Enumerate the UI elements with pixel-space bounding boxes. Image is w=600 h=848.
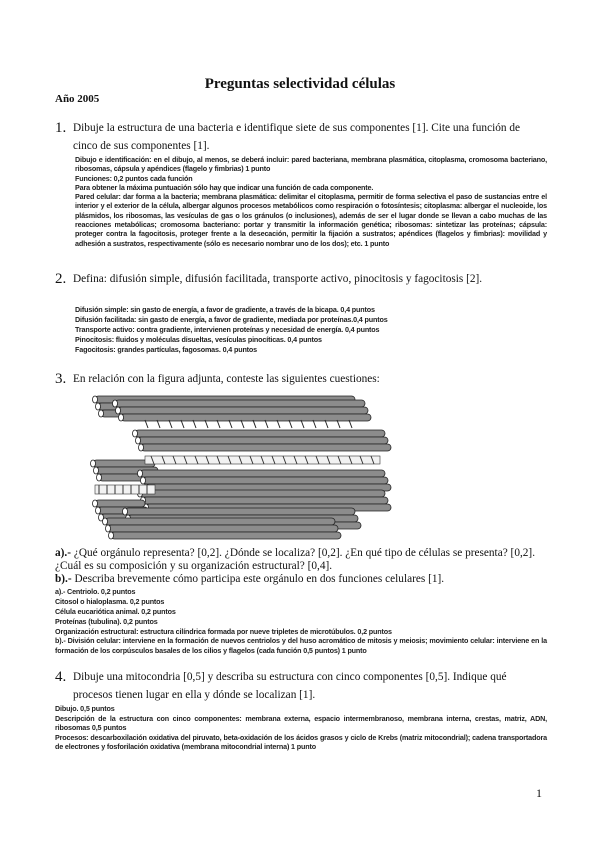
microtubule-end [109, 532, 114, 539]
microtubule [108, 525, 338, 532]
answer-1 [75, 155, 547, 248]
answer-line: Organización estructural: estructura cilíndrica formada por nueve tripletes de microtúbulos. 0,2 puntos [55, 626, 392, 636]
microtubule-end [139, 444, 144, 451]
microtubule [135, 430, 385, 437]
answer-line: Difusión facilitada: sin gasto de energía, a favor de gradiente, mediada por proteínas.0,4 puntos [75, 314, 388, 324]
microtubule-end [93, 500, 98, 507]
answer-line: Pared celular: dar forma a la bacteria; membrana plasmática: delimitar el citoplasma, permitir de forma selectiva el paso de sustancias entre el interior y el exterior de la célula, albergar algunos procesos metabólicos como respiración o fotosíntesis; citoplasma: albergar el nucleoide, los plásmidos, los ribosomas, las vesículas de gas o los gránulos (o inclusiones), además de ser el lugar donde se llevan a cabo muchas de las reacciones metabólicas; cromosoma bacteriano: portar y transmitir la información genética; ribosomas: sintetizar las proteínas; cápsula: proteger contra la fagocitosis, proteger frente a la desecación, permitir la fijación a sustratos; apéndices (flagelos y fimbrias): movilidad y adhesión a sustratos, respectivamente (sólo es necesario nombrar uno de los dos); etc. 1 punto [75, 192, 547, 248]
microtubule-end [94, 467, 99, 474]
microtubule-end [91, 460, 96, 467]
answer-line: a).- Centriolo. 0,2 puntos [55, 587, 136, 596]
question-2 [55, 270, 547, 288]
microtubule-end [106, 525, 111, 532]
question-number: 4. [55, 669, 67, 685]
answer-line: b).- División celular: interviene en la formación de nuevos centriolos y del huso acromático de mitosis y meiosis; movimiento celular: interviene en la formación de los corpúsculos basales de los cilios y flagelos (cada función 0,5 puntos) 1 punto [55, 636, 547, 655]
microtubule [95, 500, 145, 507]
microtubule [140, 490, 385, 497]
page-title: Preguntas selectividad células [204, 76, 396, 92]
subpart-b-label: b).- [55, 573, 72, 585]
answer-4 [55, 704, 547, 752]
microtubule-end [96, 403, 101, 410]
question-number: 2. [55, 271, 67, 287]
subpart-a-text: ¿Qué orgánulo representa? [0,2]. ¿Dónde se localiza? [0,2]. ¿En qué tipo de células se presenta? [0,2]. ¿Cuál es su composición y su organización estructural? [0,4]. [55, 547, 536, 572]
microtubule-end [123, 508, 128, 515]
question-number: 1. [55, 120, 67, 136]
subpart-b-text: Describa brevemente cómo participa este orgánulo en dos funciones celulares [1]. [71, 573, 445, 585]
microtubule [105, 518, 335, 525]
subpart-a-label: a).- [55, 547, 71, 559]
question-number: 3. [55, 371, 67, 387]
answer-line: Citosol o hialoplasma. 0,2 puntos [55, 596, 165, 606]
microtubule [118, 407, 368, 414]
answer-line: Dibujo. 0,5 puntos [55, 704, 115, 713]
microtubule [141, 444, 391, 451]
microtubule-end [136, 437, 141, 444]
question-4 [55, 668, 547, 704]
microtubule [111, 532, 341, 539]
microtubule [143, 497, 388, 504]
microtubule [121, 414, 371, 421]
answer-line: Para obtener la máxima puntuación sólo hay que indicar una función de cada componente. [75, 182, 374, 192]
answer-3 [55, 587, 547, 656]
microtubule [138, 437, 388, 444]
microtubule [115, 400, 365, 407]
answer-line: Difusión simple: sin gasto de energía, a favor de gradiente, a través de la bicapa. 0,4 puntos [75, 305, 375, 314]
answer-line: Fagocitosis: grandes partículas, fagosomas. 0,4 puntos [75, 344, 258, 354]
question-text: Dibuje la estructura de una bacteria e identifique siete de sus componentes [1]. Cite una función de cinco de sus componentes [1]. [73, 122, 521, 152]
answer-line: Dibujo e identificación: en el dibujo, al menos, se deberá incluir: pared bacteriana, membrana plasmática, citoplasma, cromosoma bacteriano, ribosomas, cápsula y apéndices (flagelo y fimbrias) 1 punto [75, 155, 547, 174]
answer-line: Célula eucariótica animal. 0,2 puntos [55, 606, 176, 616]
linker-band [95, 485, 155, 494]
question-text: En relación con la figura adjunta, conteste las siguientes cuestiones: [73, 373, 380, 385]
microtubule [140, 470, 385, 477]
answer-line: Proteínas (tubulina). 0,2 puntos [55, 616, 158, 626]
microtubule-end [133, 430, 138, 437]
answer-line: Procesos: descarboxilación oxidativa del piruvato, beta-oxidación de los ácidos grasos y ciclo de Krebs (matriz mitocondrial); cadena transportadora de electrones y fosforilación oxidativa (membrana mitocondrial interna) 1 punto [55, 733, 547, 752]
centriole-figure [85, 390, 405, 542]
answer-line: Descripción de la estructura con cinco componentes: membrana externa, espacio intermembranoso, membrana interna, crestas, matriz, ADN, ribosomas 0,5 puntos [55, 713, 547, 733]
answer-line: Pinocitosis: fluidos y moléculas disueltas, vesículas pinocíticas. 0,4 puntos [75, 334, 322, 344]
microtubule [125, 508, 355, 515]
microtubule-end [96, 507, 101, 514]
microtubule-end [99, 410, 104, 417]
question-1 [55, 119, 547, 155]
microtubule [143, 477, 388, 484]
microtubule-end [141, 477, 146, 484]
question-text: Defina: difusión simple, difusión facilitada, transporte activo, pinocitosis y fagocitosis [2]. [73, 273, 483, 285]
question-3 [55, 370, 547, 388]
answer-2 [75, 305, 547, 354]
microtubule-end [138, 470, 143, 477]
microtubule-end [93, 396, 98, 403]
microtubule-end [113, 400, 118, 407]
year-heading: Año 2005 [55, 93, 100, 105]
answer-line: Transporte activo: contra gradiente, intervienen proteínas y necesidad de energía. 0,4 puntos [75, 324, 380, 334]
microtubule-end [116, 407, 121, 414]
microtubule-end [103, 518, 108, 525]
page-number: 1 [536, 786, 542, 800]
microtubule-end [97, 474, 102, 481]
question-text: Dibuje una mitocondria [0,5] y describa su estructura con cinco componentes [0,5]. Indique qué procesos tienen lugar en ella y dónde se localizan [1]. [73, 671, 507, 701]
question-3-subparts [55, 547, 547, 586]
microtubule-end [119, 414, 124, 421]
answer-line: Funciones: 0,2 puntos cada función [75, 173, 193, 183]
